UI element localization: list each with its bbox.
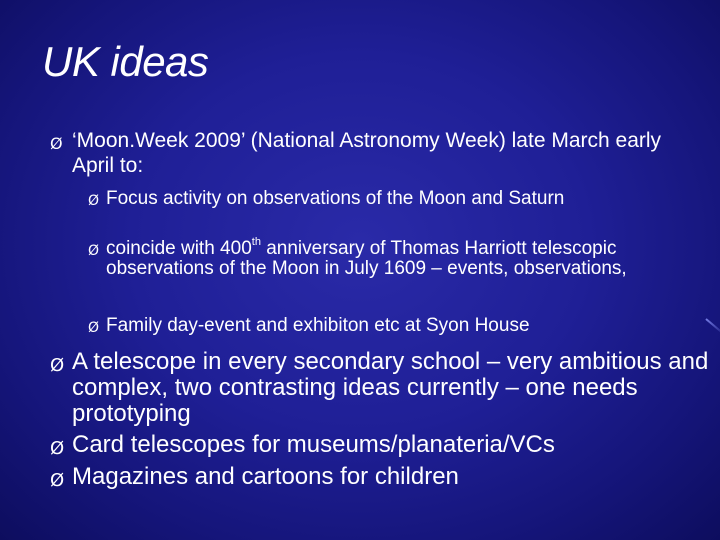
bullet-text (88, 235, 668, 279)
decorative-streak (705, 318, 720, 335)
arrow-bullet-icon: Ø (50, 470, 65, 491)
arrow-bullet-icon: Ø (88, 320, 100, 336)
arrow-bullet-icon: Ø (88, 193, 100, 209)
bullet-moonweek (50, 128, 690, 178)
ordinal-suffix: th (251, 235, 261, 248)
arrow-bullet-icon: Ø (50, 134, 63, 153)
text-part: anniversary of Thomas Harriott telescopic observations of the Moon in July 1609 – events, observations, (106, 238, 627, 279)
bullet-text: ‘Moon.Week 2009’ (National Astronomy Week) late March early April to: (72, 129, 662, 177)
arrow-bullet-icon: Ø (50, 438, 65, 459)
bullet-text: Card telescopes for museums/planateria/VCs (72, 431, 555, 458)
sub-bullet-focus-activity (88, 189, 668, 209)
bullet-card-telescopes (50, 432, 710, 458)
bullet-text: Magazines and cartoons for children (72, 463, 459, 490)
arrow-bullet-icon: Ø (50, 355, 65, 376)
bullet-text: Family day-event and exhibiton etc at Syon House (106, 315, 530, 336)
bullet-telescope-school (50, 349, 710, 427)
slide-title: UK ideas (42, 38, 209, 85)
sub-bullet-anniversary (88, 235, 668, 279)
arrow-bullet-icon: Ø (88, 243, 100, 259)
text-part: coincide with 400 (106, 238, 252, 259)
bullet-text: Focus activity on observations of the Moon and Saturn (106, 188, 565, 209)
bullet-text: A telescope in every secondary school – very ambitious and complex, two contrasting ideas currently – one needs prototyping (72, 348, 709, 427)
bullet-magazines (50, 464, 710, 490)
sub-bullet-family-day (88, 316, 668, 336)
